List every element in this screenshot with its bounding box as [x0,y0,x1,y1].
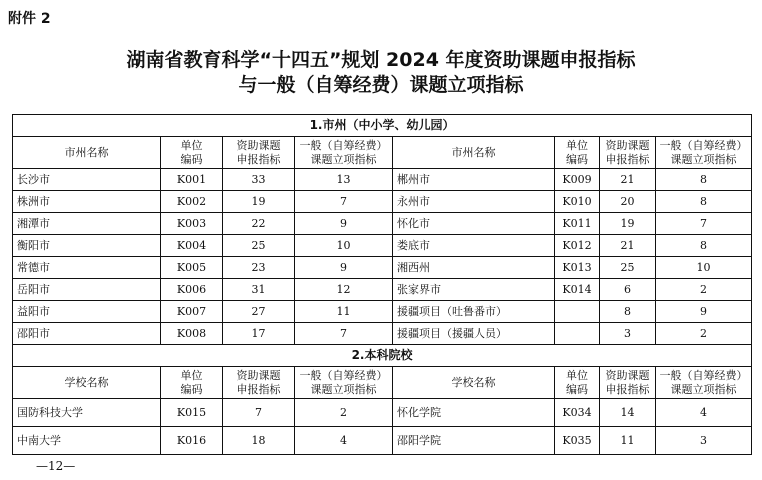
section1-title: 1.市州（中小学、幼儿园） [13,115,752,137]
table-row [13,323,752,345]
general-quota-cell: 13 [295,169,393,191]
funded-quota-cell: 25 [600,257,656,279]
page-number: —12— [36,459,76,473]
general-quota-cell: 4 [656,399,752,427]
funded-quota-cell: 18 [223,427,295,455]
name-cell: 湘潭市 [13,213,161,235]
name-cell: 怀化市 [393,213,555,235]
header-general-quota: 一般（自筹经费） 课题立项指标 [295,137,393,169]
header-name: 学校名称 [393,367,555,399]
general-quota-cell: 2 [295,399,393,427]
table-row [13,257,752,279]
general-quota-cell: 8 [656,169,752,191]
funded-quota-cell: 23 [223,257,295,279]
funded-quota-cell: 11 [600,427,656,455]
general-quota-cell: 2 [656,279,752,301]
name-cell: 张家界市 [393,279,555,301]
name-cell: 邵阳市 [13,323,161,345]
funded-quota-cell: 33 [223,169,295,191]
unit-code-cell: K011 [555,213,600,235]
general-quota-cell: 7 [295,191,393,213]
name-cell: 怀化学院 [393,399,555,427]
funded-quota-cell: 8 [600,301,656,323]
table-row [13,169,752,191]
unit-code-cell [555,323,600,345]
funded-quota-cell: 21 [600,169,656,191]
section-header-row [13,115,752,137]
funded-quota-cell: 6 [600,279,656,301]
name-cell: 益阳市 [13,301,161,323]
quota-table [12,114,752,455]
header-unit-code: 单位 编码 [555,367,600,399]
general-quota-cell: 12 [295,279,393,301]
unit-code-cell [555,301,600,323]
general-quota-cell: 9 [295,257,393,279]
header-unit-code: 单位 编码 [161,367,223,399]
general-quota-cell: 2 [656,323,752,345]
header-general-quota: 一般（自筹经费） 课题立项指标 [295,367,393,399]
header-funded-quota: 资助课题 申报指标 [223,367,295,399]
unit-code-cell: K013 [555,257,600,279]
unit-code-cell: K010 [555,191,600,213]
general-quota-cell: 10 [656,257,752,279]
name-cell: 常德市 [13,257,161,279]
funded-quota-cell: 21 [600,235,656,257]
funded-quota-cell: 7 [223,399,295,427]
funded-quota-cell: 14 [600,399,656,427]
funded-quota-cell: 22 [223,213,295,235]
column-header-row [13,137,752,169]
document-title-line2: 与一般（自筹经费）课题立项指标 [238,74,524,96]
unit-code-cell: K014 [555,279,600,301]
table-row [13,427,752,455]
funded-quota-cell: 17 [223,323,295,345]
header-general-quota: 一般（自筹经费） 课题立项指标 [656,367,752,399]
name-cell: 援疆项目（吐鲁番市） [393,301,555,323]
header-funded-quota: 资助课题 申报指标 [223,137,295,169]
header-unit-code: 单位 编码 [161,137,223,169]
header-general-quota: 一般（自筹经费） 课题立项指标 [656,137,752,169]
header-funded-quota: 资助课题 申报指标 [600,367,656,399]
column-header-row [13,367,752,399]
name-cell: 国防科技大学 [13,399,161,427]
name-cell: 邵阳学院 [393,427,555,455]
table-row [13,213,752,235]
table-row [13,279,752,301]
header-name: 市州名称 [13,137,161,169]
table-row [13,235,752,257]
general-quota-cell: 7 [656,213,752,235]
general-quota-cell: 9 [295,213,393,235]
attachment-label: 附件 2 [8,11,51,27]
general-quota-cell: 11 [295,301,393,323]
unit-code-cell: K012 [555,235,600,257]
header-unit-code: 单位 编码 [555,137,600,169]
section2-title: 2.本科院校 [13,345,752,367]
name-cell: 中南大学 [13,427,161,455]
name-cell: 株洲市 [13,191,161,213]
general-quota-cell: 8 [656,191,752,213]
general-quota-cell: 10 [295,235,393,257]
unit-code-cell: K034 [555,399,600,427]
funded-quota-cell: 27 [223,301,295,323]
unit-code-cell: K008 [161,323,223,345]
header-name: 学校名称 [13,367,161,399]
unit-code-cell: K003 [161,213,223,235]
table-row [13,191,752,213]
document-title-line1: 湖南省教育科学“十四五”规划 2024 年度资助课题申报指标 [126,49,636,71]
name-cell: 湘西州 [393,257,555,279]
unit-code-cell: K007 [161,301,223,323]
name-cell: 援疆项目（援疆人员） [393,323,555,345]
name-cell: 永州市 [393,191,555,213]
table-row [13,301,752,323]
unit-code-cell: K015 [161,399,223,427]
section-header-row [13,345,752,367]
general-quota-cell: 9 [656,301,752,323]
name-cell: 长沙市 [13,169,161,191]
unit-code-cell: K005 [161,257,223,279]
unit-code-cell: K006 [161,279,223,301]
funded-quota-cell: 25 [223,235,295,257]
general-quota-cell: 7 [295,323,393,345]
table-row [13,399,752,427]
general-quota-cell: 8 [656,235,752,257]
name-cell: 衡阳市 [13,235,161,257]
funded-quota-cell: 31 [223,279,295,301]
name-cell: 岳阳市 [13,279,161,301]
header-name: 市州名称 [393,137,555,169]
unit-code-cell: K016 [161,427,223,455]
general-quota-cell: 4 [295,427,393,455]
funded-quota-cell: 3 [600,323,656,345]
unit-code-cell: K035 [555,427,600,455]
name-cell: 娄底市 [393,235,555,257]
unit-code-cell: K001 [161,169,223,191]
name-cell: 郴州市 [393,169,555,191]
unit-code-cell: K002 [161,191,223,213]
header-funded-quota: 资助课题 申报指标 [600,137,656,169]
funded-quota-cell: 19 [223,191,295,213]
general-quota-cell: 3 [656,427,752,455]
unit-code-cell: K009 [555,169,600,191]
unit-code-cell: K004 [161,235,223,257]
funded-quota-cell: 19 [600,213,656,235]
funded-quota-cell: 20 [600,191,656,213]
